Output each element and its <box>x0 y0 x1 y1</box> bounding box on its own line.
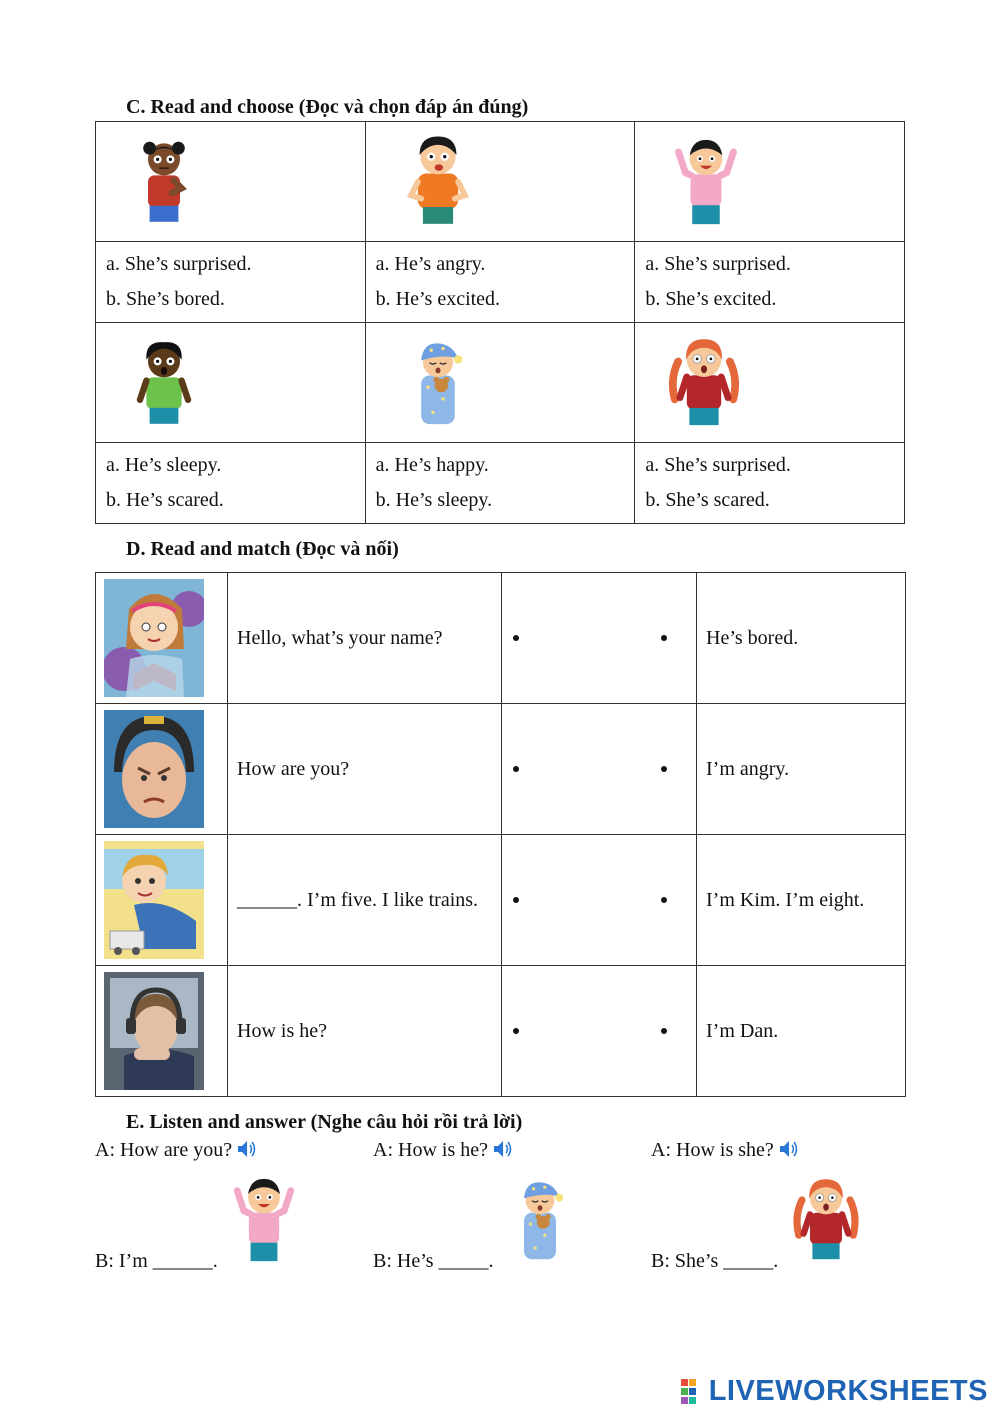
question-cell: ______. I’m five. I like trains. <box>228 835 502 966</box>
option-a[interactable]: a. He’s angry. <box>375 253 486 275</box>
scared-girl-illustration <box>786 1170 866 1270</box>
option-a[interactable]: a. She’s surprised. <box>645 253 791 275</box>
section-e-heading: E. Listen and answer (Nghe câu hỏi rồi trả lời) <box>126 1111 523 1133</box>
excited-girl-illustration <box>222 1170 306 1270</box>
option-b[interactable]: b. She’s scared. <box>645 489 770 511</box>
options-cell <box>635 443 905 524</box>
photo-cell <box>96 966 228 1097</box>
options-cell <box>635 242 905 323</box>
option-b[interactable]: b. He’s sleepy. <box>375 489 493 511</box>
picture-cell <box>365 323 635 443</box>
table-row <box>96 573 906 704</box>
match-dot-right[interactable] <box>661 766 667 772</box>
option-a[interactable]: a. She’s surprised. <box>106 253 252 275</box>
boy-with-train-illustration <box>104 841 204 959</box>
excited-girl-illustration <box>663 128 749 236</box>
match-dot-left[interactable] <box>513 635 519 641</box>
option-b[interactable]: b. She’s excited. <box>645 288 777 310</box>
speaker-icon[interactable] <box>236 1139 258 1159</box>
sleepy-boy-illustration <box>500 1170 580 1270</box>
option-b[interactable]: b. She’s bored. <box>106 288 225 310</box>
scared-girl-illustration <box>661 327 747 439</box>
read-and-match-table <box>95 572 906 1097</box>
picture-cell <box>635 122 905 242</box>
section-d-heading: D. Read and match (Đọc và nối) <box>126 538 399 560</box>
picture-cell <box>96 323 366 443</box>
option-a[interactable]: a. He’s sleepy. <box>106 454 222 476</box>
match-dot-left[interactable] <box>513 1028 519 1034</box>
brand-text: LIVEWORKSHEETS <box>708 1375 988 1407</box>
picture-cell <box>96 122 366 242</box>
table-row <box>96 835 906 966</box>
option-b[interactable]: b. He’s scared. <box>106 489 224 511</box>
answer-line[interactable]: B: I’m ______. <box>95 1250 218 1272</box>
liveworksheets-logo <box>681 1375 988 1408</box>
option-b[interactable]: b. He’s excited. <box>375 288 501 310</box>
scared-boy-illustration <box>124 327 204 439</box>
table-row <box>96 966 906 1097</box>
option-a[interactable]: a. She’s surprised. <box>645 454 791 476</box>
picture-cell <box>635 323 905 443</box>
match-dot-right[interactable] <box>661 635 667 641</box>
speaker-icon[interactable] <box>778 1139 800 1159</box>
photo-cell <box>96 835 228 966</box>
match-dots-cell <box>502 704 697 835</box>
section-c-heading: C. Read and choose (Đọc và chọn đáp án đúng) <box>126 96 529 118</box>
bored-girl-illustration <box>124 125 204 237</box>
read-and-choose-table <box>95 121 905 524</box>
answer-line[interactable]: B: She’s _____. <box>651 1250 779 1272</box>
match-dot-left[interactable] <box>513 897 519 903</box>
options-cell <box>365 443 635 524</box>
options-cell <box>96 242 366 323</box>
options-cell <box>96 443 366 524</box>
match-dots-cell <box>502 573 697 704</box>
picture-cell <box>365 122 635 242</box>
photo-cell <box>96 573 228 704</box>
question-cell: How are you? <box>228 704 502 835</box>
photo-cell <box>96 704 228 835</box>
answer-cell: I’m angry. <box>697 704 906 835</box>
speaker-icon[interactable] <box>492 1139 514 1159</box>
match-dots-cell <box>502 835 697 966</box>
match-dot-right[interactable] <box>661 1028 667 1034</box>
answer-line[interactable]: B: He’s _____. <box>373 1250 494 1272</box>
options-cell <box>365 242 635 323</box>
angry-boy-illustration <box>396 125 480 237</box>
match-dot-left[interactable] <box>513 766 519 772</box>
question-cell: Hello, what’s your name? <box>228 573 502 704</box>
option-a[interactable]: a. He’s happy. <box>375 454 489 476</box>
answer-cell: I’m Dan. <box>697 966 906 1097</box>
table-row <box>96 704 906 835</box>
match-dots-cell <box>502 966 697 1097</box>
answer-cell: I’m Kim. I’m eight. <box>697 835 906 966</box>
girl-reading-illustration <box>104 579 204 697</box>
answer-cell: He’s bored. <box>697 573 906 704</box>
angry-boy-photo <box>104 710 204 828</box>
question-line: A: How is he? <box>373 1139 514 1162</box>
question-cell: How is he? <box>228 966 502 1097</box>
liveworksheets-grid-icon <box>681 1379 705 1405</box>
bored-boy-photo <box>104 972 204 1090</box>
question-line: A: How is she? <box>651 1139 800 1162</box>
sleepy-boy-illustration <box>396 327 480 439</box>
match-dot-right[interactable] <box>661 897 667 903</box>
question-line: A: How are you? <box>95 1139 258 1162</box>
